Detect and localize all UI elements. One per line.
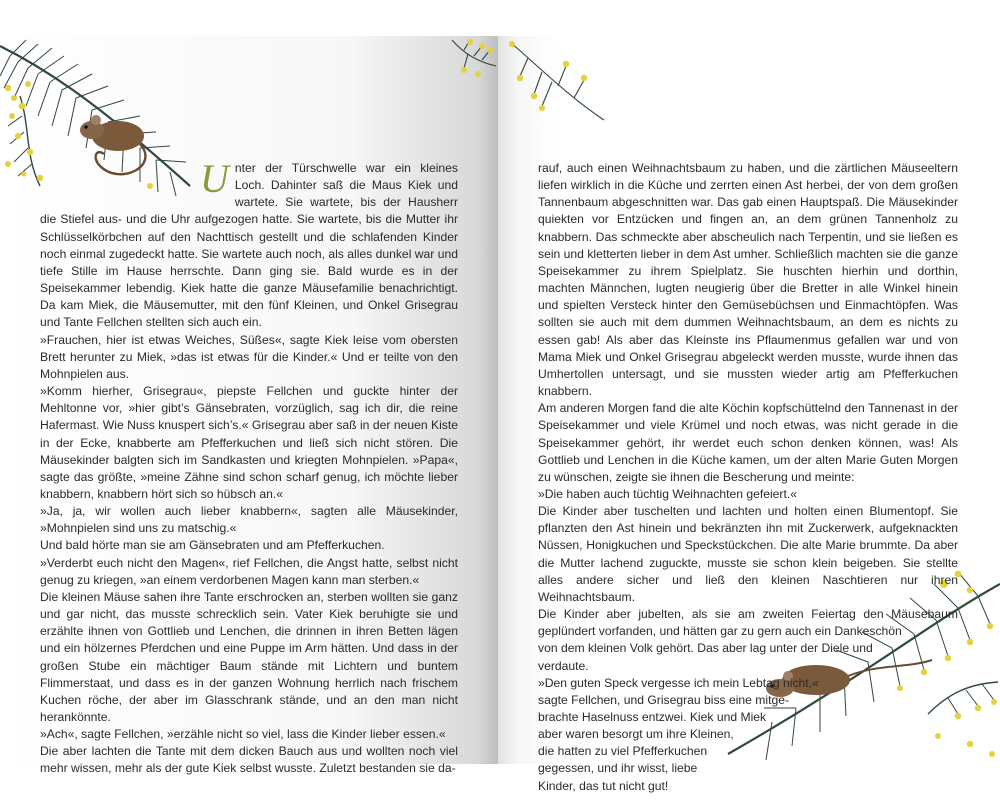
paragraph: Und bald hörte man sie am Gänsebraten und am Pfefferkuchen. — [40, 538, 385, 553]
right-page — [498, 36, 1000, 793]
berry-sprig-right-icon — [508, 36, 608, 126]
paragraph: »Komm hierher, Grisegrau«, piepste Fellchen und guckte hinter der Mehltonne vor, »hier gibt’s Gänsebraten, vorzüglich, sag ich dir, die reine Hafermast. Wie Nuss knuspert sich’s.« Grisegrau aber saß in der neuen Kiste in der Ecke, knabberte am Pfefferkuchen und ließ sich nicht stören. Die Mäusekinder balgten sich im Sandkasten und kriegten Mohnpielen. »Papa«, sagte das größte, »meine Zähne sind schon scharf genug, ich möchte lieber knabbern, knabbern hört sich so hübsch an.« — [40, 384, 458, 501]
paragraph: »Ach«, sagte Fellchen, »erzähle nicht so viel, lass die Kinder lieber essen.« — [40, 727, 446, 742]
paragraph: rauf, auch einen Weihnachtsbaum zu haben, und die zärtlichen Mäuseeltern liefen wirklich in die Küche und zerrten einen Ast herbei, der von dem großen Tannenbaum abgeschnitten war. Das gab einen Hauptspaß. Die Mäusekinder quiekten vor Entzücken und fingen an, an dem grünen Tannenholz zu knabbern. Das schmeckte aber abscheulich nach Terpentin, und sie ließen es sein und kletterten lieber in dem Ast umher. Schließlich machten sie die ganze Speisekammer zu ihrem Spielplatz. Sie huschten hierhin und dorthin, machten Männchen, lugten neugierig über die Bretter in alle Winkel hinein und spielten Versteck hinter den Gemüsebüchsen und Einmachtöpfen. Was sollten sie auch mit dem dummen Weihnachtsbaum, an dem es nichts zu essen gab! Als aber das Kleinste ins Pflaumenmus gefallen war und von Mama Miek und Onkel Grisegrau abgeleckt werden musste, wurde ihnen das Umhertollen untersagt, und sie mussten wieder artig am Pfefferkuchen knabbern. — [538, 161, 958, 399]
text-line: sagte Fellchen, und Grisegrau biss eine mitge- — [538, 692, 790, 707]
paragraph: Die aber lachten die Tante mit dem dicken Bauch aus und wollten noch viel mehr wissen, mehr als der gute Kiek selbst wusste. Zuletzt bestanden sie da- — [40, 744, 458, 776]
paragraph: Am anderen Morgen fand die alte Köchin kopfschüttelnd den Tannenast in der Speisekammer und viele Krümel und noch etwas, was nicht gerade in die Speisekammer gehört, ihr werdet euch schon denken können, was! Als Gottlieb und Lenchen in die Küche kamen, um der alten Marie Guten Morgen zu wünschen, zeigte sie ihnen die Bescherung und meinte: — [538, 401, 958, 484]
text-line: gegessen, und ihr wisst, liebe — [538, 761, 698, 776]
text-line: Kinder, das tut nicht gut! — [538, 778, 669, 793]
right-page-text — [538, 160, 958, 795]
text-line: verdaute. — [538, 658, 589, 673]
dropcap-letter: U — [200, 156, 229, 201]
text-line: brachte Haselnuss entzwei. Kiek und Miek — [538, 710, 767, 724]
paragraph: Die kleinen Mäuse sahen ihre Tante erschrocken an, sterben wollten sie ganz und gar nicht, das musste schrecklich sein. Vater Kiek beruhigte sie und erzählte ihnen von Gottlieb und Lenchen, die drinnen in ihren Betten lägen und ein hölzernes Pferdchen und eine Puppe im Arm hätten. Und dass in der großen Stube ein mächtiger Baum stände mit Lichtern und buntem Flimmerstaat, und dass es in der ganzen Wohnung herrlich nach frischem Kuchen röche, der aber im Glasschrank stände, und an den man nicht herankönnte. — [40, 589, 458, 724]
paragraph: nter der Türschwelle war ein kleines Loch. Dahinter saß die Maus Kiek und wartete. Sie wartete, bis der Hausherr die Stiefel aus- und die Uhr aufgezogen hatte. Sie wartete, bis die Mutter ihr Schlüsselkörbchen auf den Nachttisch gestellt und die schlafenden Kinder noch einmal zugedeckt hatte. Sie wartete auch noch, als alles dunkel war und tiefe Stille im Hause herrschte. Dann ging sie. Bald wurde es in der Speisekammer lebendig. Kiek hatte die ganze Mäusefamilie benachrichtigt. Da kam Miek, die Mäusemutter, mit den fünf Kleinen, und Onkel Grisegrau und Tante Fellchen stellten sich auch ein. — [40, 161, 458, 330]
paragraph: »Die haben auch tüchtig Weihnachten gefeiert.« — [538, 486, 797, 501]
short-lines-block — [538, 640, 958, 794]
paragraph: Die Kinder aber jubelten, als sie am zweiten Feiertag den Mäusebaum geplündert vorfanden, und hätten gar zu gern auch ein Dankeschön — [538, 607, 958, 639]
berry-sprig-top-icon — [448, 36, 498, 86]
text-line: aber waren besorgt um ihre Kleinen, — [538, 727, 734, 742]
paragraph: »Frauchen, hier ist etwas Weiches, Süßes«, sagte Kiek leise vom obersten Brett herunter zu Miek, »das ist etwas für die Kinder.« Und er teilte von den Mohnpielen aus. — [40, 332, 458, 381]
left-page-text — [40, 156, 458, 778]
paragraph: »Ja, ja, wir wollen auch lieber knabbern«, sagten alle Mäusekinder, »Mohnpielen sind uns zu matschig.« — [40, 504, 458, 536]
paragraph: Die Kinder aber tuschelten und lachten und holten einen Blumentopf. Sie pflanzten den Ast hinein und bekränzten ihn mit Zuckerwerk, aufgeknackten Nüssen, Honigkuchen und Speckstückchen. Die alte Marie brummte. Da aber die Mutter lachend zuguckte, musste sie schon klein beigeben. Sie stellte alles andere sicher und ließ den kleinen Naschtieren nur ihren Weihnachtsbaum. — [538, 504, 958, 604]
book-spread — [0, 36, 1000, 793]
left-page — [0, 36, 498, 776]
text-line: die hatten zu viel Pfefferkuchen — [538, 744, 708, 759]
text-line: von dem kleinen Volk gehört. Das aber lag unter der Diele und — [538, 641, 873, 656]
text-line: »Den guten Speck vergesse ich mein Lebtag nicht,« — [538, 675, 819, 690]
paragraph: »Verderbt euch nicht den Magen«, rief Fellchen, die Angst hatte, selbst nicht genug zu kriegen, »an einem verdorbenen Magen kann man sterben.« — [40, 555, 458, 587]
